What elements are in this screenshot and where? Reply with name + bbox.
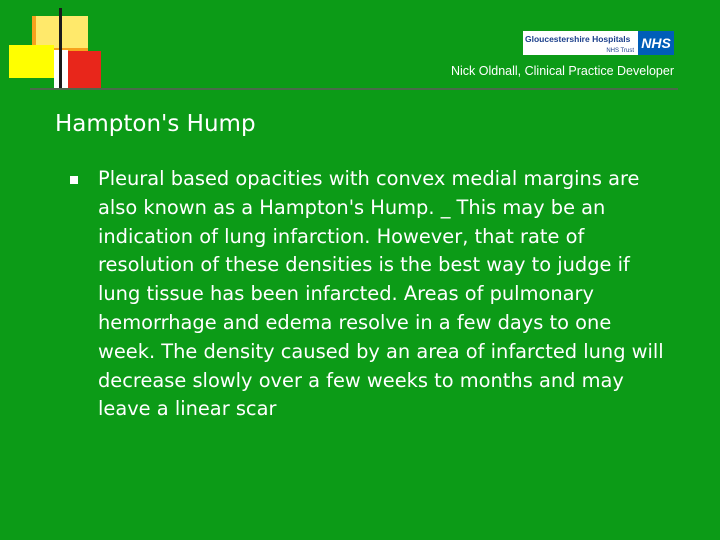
decor-light-yellow-square [36, 16, 88, 48]
logo-org-name [523, 31, 638, 55]
nhs-trust-logo [523, 31, 674, 55]
bullet-text: Pleural based opacities with convex medial margins are also known as a Hampton's Hump. _ This may be an indication of lung infarction. However, that rate of resolution of these densities is the best way to judge if lung tissue has been infarcted. Areas of pulmonary hemorrhage and edema resolve in a few days to one week. The density caused by an area of infarcted lung will decrease slowly over a few weeks to months and may leave a linear scar [98, 167, 664, 421]
decor-vertical-line [59, 8, 62, 90]
decor-red-square [68, 51, 101, 88]
header-divider [30, 88, 678, 90]
logo-sub-label: NHS Trust [606, 48, 634, 54]
list-item [70, 165, 680, 424]
logo-org-label: Gloucestershire Hospitals [525, 34, 631, 44]
bullet-list [70, 165, 680, 424]
decor-yellow-square [9, 45, 54, 78]
slide-title: Hampton's Hump [55, 111, 256, 137]
presenter-credit: Nick Oldnall, Clinical Practice Developer [451, 64, 674, 78]
square-bullet-icon [70, 176, 78, 184]
nhs-badge: NHS [638, 31, 674, 55]
